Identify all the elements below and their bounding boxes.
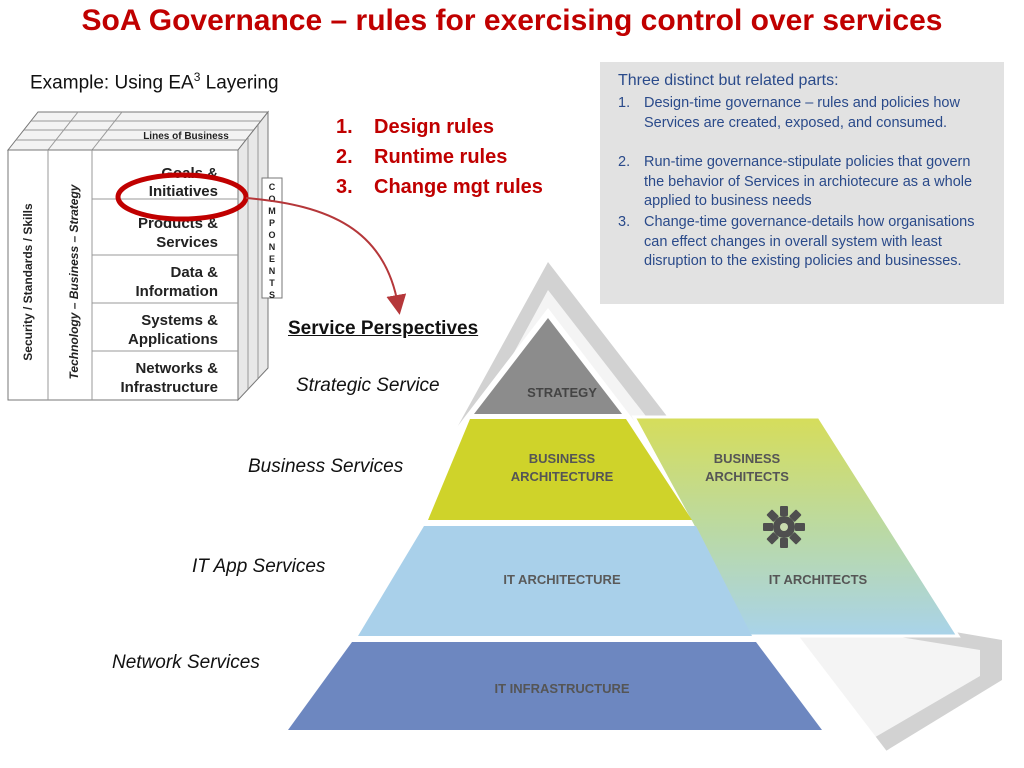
layer-label: Initiatives bbox=[148, 183, 218, 200]
cube-side-label: Security / Standards / Skills bbox=[21, 203, 35, 361]
people-gear-icon bbox=[763, 506, 805, 548]
components-letter: S bbox=[268, 290, 276, 300]
cube-top-label: Lines of Business bbox=[143, 131, 229, 142]
layer-label: Infrastructure bbox=[120, 379, 218, 396]
it-architecture-label: IT ARCHITECTURE bbox=[503, 572, 621, 587]
rule-text: Runtime rules bbox=[374, 146, 508, 168]
it-architects-label: IT ARCHITECTS bbox=[768, 572, 868, 587]
layer-label: Goals & bbox=[161, 165, 218, 182]
cube-side-label: Technology – Business – Strategy bbox=[67, 184, 81, 380]
parts-item-number: 1. bbox=[618, 95, 631, 111]
example-suffix: Layering bbox=[200, 72, 279, 94]
layer-label: Networks & bbox=[135, 360, 218, 377]
service-perspectives-title: Service Perspectives bbox=[288, 318, 479, 339]
service-perspective-item: Network Services bbox=[112, 652, 260, 673]
layer-label: Services bbox=[156, 234, 218, 251]
components-letter: C bbox=[268, 182, 276, 192]
parts-item-number: 3. bbox=[618, 214, 631, 230]
parts-box-title: Three distinct but related parts: bbox=[618, 72, 839, 89]
strategy-label: STRATEGY bbox=[527, 385, 597, 400]
components-letter: E bbox=[268, 254, 276, 264]
parts-item-text: Change-time governance-details how organisations can effect changes in overall system with least disruption to the existing policies and businesses. bbox=[644, 214, 975, 269]
example-superscript: 3 bbox=[193, 70, 201, 84]
components-letter: N bbox=[268, 266, 276, 276]
business-architecture-label: ARCHITECTURE bbox=[510, 469, 614, 484]
layer-label: Data & bbox=[170, 264, 218, 281]
components-letter: O bbox=[268, 194, 276, 204]
rule-text: Change mgt rules bbox=[374, 176, 543, 198]
business-architecture-label: BUSINESS bbox=[528, 451, 596, 466]
example-text: Example: Using EA bbox=[30, 72, 194, 94]
ea3-cube bbox=[8, 112, 282, 400]
page-title: SoA Governance – rules for exercising control over services bbox=[81, 4, 943, 37]
layer-label: Products & bbox=[137, 215, 218, 232]
parts-item-number: 2. bbox=[618, 154, 631, 170]
rule-number: 2. bbox=[336, 146, 353, 168]
business-architects-label: BUSINESS bbox=[713, 451, 781, 466]
layer-label: Systems & bbox=[141, 312, 218, 329]
components-letter: T bbox=[269, 278, 275, 288]
service-perspective-item: Strategic Service bbox=[296, 375, 440, 396]
components-letter: N bbox=[268, 242, 276, 252]
parts-item-text: Run-time governance-stipulate policies that govern the behavior of Services in archiotecure as a whole applied to business needs bbox=[644, 154, 973, 209]
components-letter: M bbox=[268, 206, 276, 216]
cube-top-face bbox=[8, 112, 268, 150]
service-perspective-item: IT App Services bbox=[192, 556, 326, 577]
components-letter: O bbox=[268, 230, 276, 240]
service-perspective-item: Business Services bbox=[248, 456, 404, 477]
it-infrastructure-label: IT INFRASTRUCTURE bbox=[494, 681, 630, 696]
layer-label: Information bbox=[135, 283, 218, 300]
layer-label: Applications bbox=[127, 331, 218, 348]
parts-item-text: Design-time governance – rules and policies how Services are created, exposed, and consumed. bbox=[644, 95, 960, 131]
rule-number: 3. bbox=[336, 176, 353, 198]
components-letter: P bbox=[268, 218, 276, 228]
rule-text: Design rules bbox=[374, 116, 495, 138]
rule-number: 1. bbox=[336, 116, 353, 138]
business-architects-label: ARCHITECTS bbox=[705, 469, 789, 484]
